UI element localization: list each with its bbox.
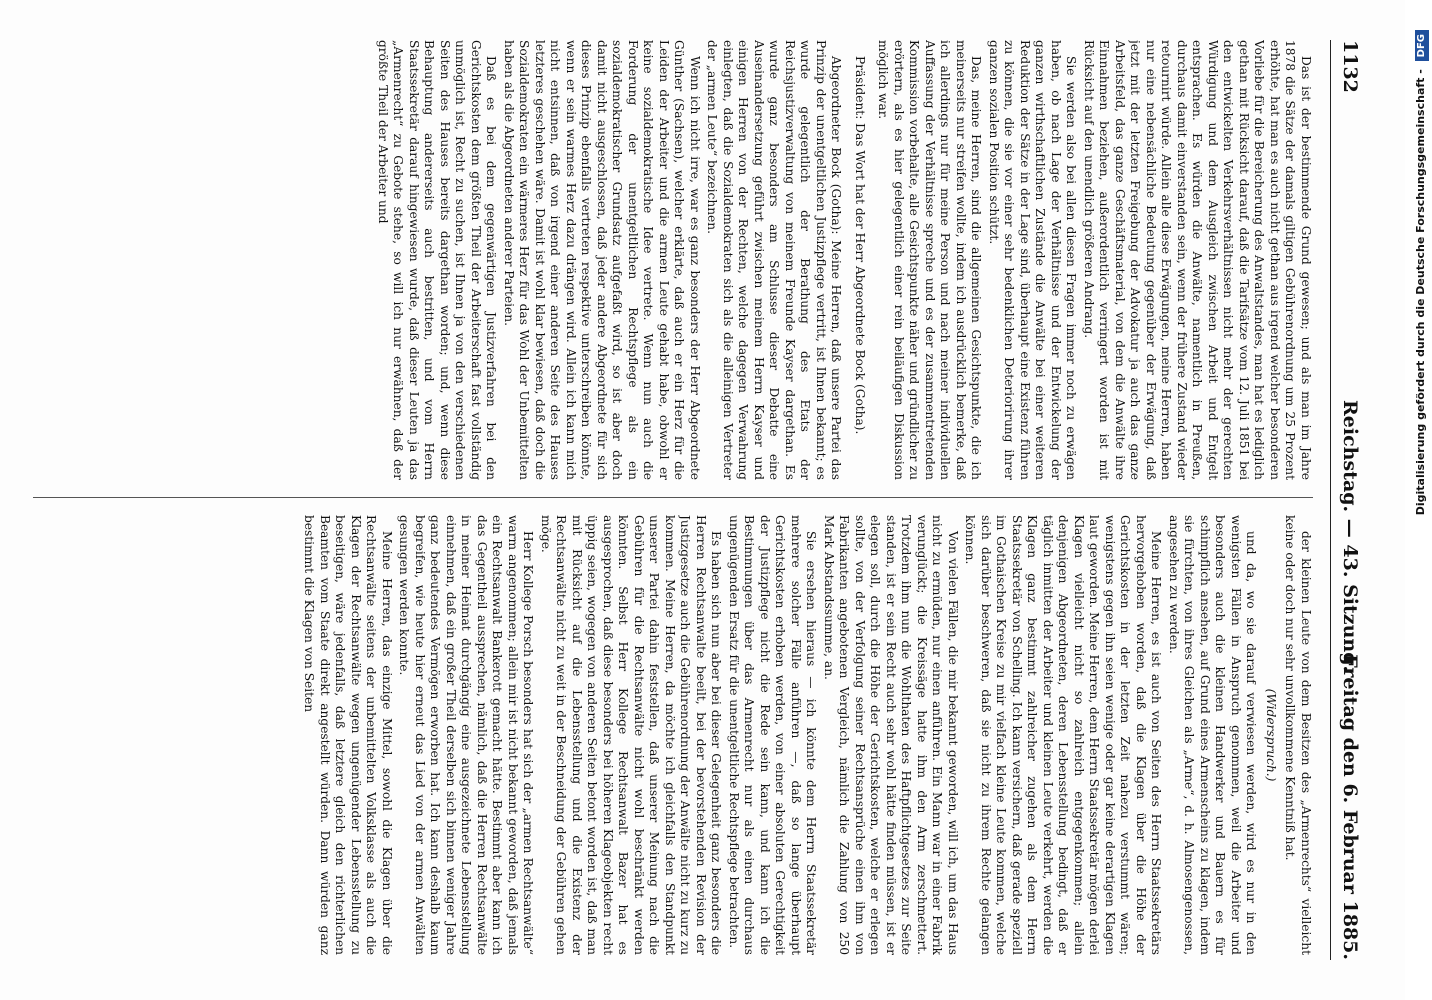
credit-text	[1410, 0, 1432, 1000]
paragraph: Das ist der bestimmende Grund gewesen; und als man im Jahre 1878 die Sätze der damals giltigen Gebührenordnung um 25 Prozent erhöhte, hat man es auch nicht gethan aus irgend welcher besonderen Vorliebe für die Bereicherung des Anwaltstandes, man hat es lediglich gethan mit Rücksicht darauf, daß die Tarifsätze vom 12. Juli 1851 bei den entwickelten Verkehrsverhältnissen nicht mehr der gerechten Würdigung und dem Ausgleich zwischen Arbeit und Entgelt entsprachen. Es würden die Anwälte, namentlich in Preußen, durchaus damit einverstanden sein, wenn der frühere Zustand wieder retournirt würde. Allein alle diese Erwägungen, meine Herren, haben nur eine nebensächliche Bedeutung gegenüber der Erwägung, daß jetzt mit der letzten Freigebung der Advokatur ja auch das ganze Arbeitsfeld, das ganze Geschäftsmaterial, von dem die Anwälte ihre Einnahmen beziehen, außerordentlich verringert worden ist mit Rücksicht auf den unendlich größeren Andrang.	[1082, 40, 1313, 480]
paragraph: Herr Kollege Porsch besonders hat sich der „armen Rechtsanwälte“ warm angenommen; allein mir ist nicht bekannt geworden, daß jemals ein Rechtsanwalt Bankerott gemacht hätte. Bestimmt aber kann ich das Gegentheil aussprechen, nämlich, daß die Herren Rechtsanwälte in meiner Heimat durchgängig eine ausgezeichnete Lebensstellung einnehmen, daß ein großer Theil derselben sich binnen weniger Jahre ganz bedeutendes Vermögen erworben hat. Ich kann deshalb kaum begreifen, wie heute hier erneut das Lied von der armen Anwälten gesungen werden konnte.	[397, 515, 536, 955]
dfg-logo: DFG	[1415, 30, 1429, 61]
paragraph: Abgeordneter Bock (Gotha): Meine Herren, daß unsere Partei das Prinzip der unentgeltlichen Justizpflege vertritt, ist Ihnen bekannt; es wurde gelegentlich der Berathung des Etats der Reichsjustizverwaltung von meinem Freunde Kayser dargethan. Es wurde ganz besonders am Schlusse dieser Debatte eine Auseinandersetzung geführt zwischen meinem Herrn Kayser und einigen Herren von der Rechten, welche dagegen Verwahrung einlegten, daß die Sozialdemokraten sich als die alleinigen Vertreter der „armen Leute“ bezeichnen.	[705, 40, 844, 480]
digitization-credit	[1410, 0, 1432, 1000]
interjection: (Widerspruch.)	[1264, 688, 1278, 782]
paragraph: Wenn ich nicht irre, war es ganz besonders der Herr Abgeordnete Günther (Sachsen), welcher erklärte, daß auch er ein Herz für die Leiden der Arbeiter und die armen Leute gehabt habe, obwohl er keine sozialdemokratische Idee vertrete. Wenn nun auch die Forderung der unentgeltlichen Rechtspflege als ein sozialdemokratischer Grundsatz aufgefaßt wird, so ist aber doch damit nicht ausgeschlossen, daß jeder andere Abgeordnete für sich dieses Prinzip ebenfalls vertreten respektive unterschreiben könnte, wenn er sein warmes Herz dazu drängen wird. Allein ich kann mich nicht entsinnen, daß von irgend einer anderen Seite des Hauses letzteres geschehen wäre. Damit ist wohl klar bewiesen, daß doch die Sozialdemokraten ein wärmeres Herz für das Wohl der Unbemittelten haben als die Abgeordneten anderer Parteien.	[502, 40, 702, 480]
page-header	[1330, 40, 1365, 960]
paragraph: und da, wo sie darauf verwiesen werden, wird es nur in den wenigsten Fällen in Anspruch genommen, weil die Arbeiter und besonders auch die kleinen Handwerker und Bauern es für schimpflich ansehen, auf Grund eines Armenscheins zu klagen, indem sie fürchten, von ihres Gleichen als „Arme“, d. h. Almosengenossen, angesehen zu werden.	[1167, 515, 1259, 955]
page-number: 1132	[1339, 40, 1361, 93]
right-column	[23, 515, 1313, 955]
session-date: Freitag den 6. Februar 1885.	[1339, 654, 1361, 960]
credit-label: Digitalisierung gefördert durch die Deutsche Forschungsgemeinschaft -	[1414, 69, 1427, 516]
column-divider	[33, 497, 1313, 498]
paragraph: Sie werden also bei allen diesen Fragen immer noch zu erwägen haben, ob nach Lage der Verhältnisse und der Entwickelung der ganzen wirthschaftlichen Zustände die Anwälte bei einer weiteren Reduktion der Sätze in der Lage sind, überhaupt eine Existenz führen zu können, die sie vor einer sehr bedenklichen Deteriorirung ihrer ganzen sozialen Position schützt.	[987, 40, 1079, 480]
session-title: Reichstag. — 43. Sitzung.	[1339, 400, 1361, 673]
paragraph: Es haben sich nun aber bei dieser Gelegenheit ganz besonders die Herren Rechtsanwalte beeilt, bei der bevorstehenden Revision der Justizgesetze auch die Gebührenordnung der Anwälte nicht zu kurz zu kommen. Meine Herren, da möchte ich gleichfalls den Standpunkt unserer Partei dahin feststellen, daß unserer Meinung nach die Gebühren für die Rechtsanwälte nicht wohl beschränkt werden könnten. Selbst Herr Kollege Rechtsanwalt Bazer hat es ausgesprochen, daß diese besonders bei höheren Klageobjekten recht üppig seien, wogegen von anderen Seiten betont worden ist, daß man mit Rücksicht auf die Lebensstellung und die Existenz der Rechtsanwälte nicht zu weit in der Beschneidung der Gebühren gehen möge.	[539, 515, 724, 955]
paragraph: Meine Herren, es ist auch von Seiten des Herrn Staatssekretärs hervorgehoben worden, daß die Klagen über die Höhe der Gerichtskosten in der letzten Zeit nahezu verstummt wären; wenigstens gegen ihn seien wenige oder gar keine derartigen Klagen laut geworden. Meine Herren, dem Herrn Staatssekretär mögen derlei Klagen vielleicht nicht so zahlreich entgegenkommen; allein denjenigen Abgeordneten, deren Lebensstellung bedingt, daß er täglich inmitten der Arbeiter und kleinen Leute verkehrt, werden die Klagen ganz bestimmt zahlreicher zugehen als dem Herrn Staatssekretär von Schelling. Ich kann versichern, daß gerade speziell im Gothaischen Kreise zu mir vielfach kleine Leute kommen, welche sich darüber beschweren, daß sie nicht zu ihrem Rechte gelangen können.	[963, 515, 1164, 955]
paragraph: Daß es bei dem gegenwärtigen Justizverfahren bei den Gerichtskosten dem größten Theil der Arbeiterschaft fast vollständig unmöglich ist, Recht zu suchen, ist Ihnen ja von den verschiedenen Seiten des Hauses bereits dargethan worden; und, wenn diese Behauptung andererseits auch bestritten, und vom Herrn Staatssekretär darauf hingewiesen wurde, daß dieser Leuten ja das „Armenrecht“ zu Gebote stehe, so will ich nur erwähnen, daß der größte Theil der Arbeiter und	[376, 40, 499, 480]
paragraph: Sie ersehen hieraus — ich könnte dem Herrn Staatssekretär mehrere solcher Fälle anführen —, daß so lange überhaupt Gerichtskosten erhoben werden, von einer absoluten Gerechtigkeit der Justizpflege nicht die Rede sein kann, und kann ich die Bestimmungen über das Armenrecht nur als einen durchaus ungenügenden Ersatz für die unentgeltliche Rechtspflege betrachten.	[727, 515, 819, 955]
paragraph: Meine Herren, das einzige Mittel, sowohl die Klagen über die Rechtsanwälte seitens der unbemittelten Volksklasse als auch die Klagen der Rechtsanwälte wegen ungenügender Lebensstellung zu beseitigen, wäre jedenfalls, daß letztere gleich den richterlichen Beamten vom Staate direkt angestellt würden. Dann würden ganz bestimmt die Klagen von Seiten	[302, 515, 394, 955]
speaker-line: Präsident: Das Wort hat der Herr Abgeordnete Bock (Gotha).	[853, 56, 867, 435]
left-column	[23, 40, 1313, 480]
paragraph: Von vielen Fällen, die mir bekannt geworden, will ich, um das Haus nicht zu ermüden, nur einen anführen. Ein Mann war in einer Fabrik verunglückt; die Kreissäge hatte ihm den Arm zerschmettert. Trotzdem ihm nun die Wohlthaten des Haftpflichtgesetzes zur Seite standen, ist er sein Recht auch sehr wohl hätte finden müssen, ist er elegen soll, durch die Höhe der Gerichtskosten, welche er erlegen sollte, von der Verfolgung seiner Rechtsansprüche einen ihm von Fabrikanten angebotenen Vergleich, nämlich die Zahlung von 250 Mark Abstandssumme, an.	[822, 515, 960, 955]
paragraph: der kleinen Leute von dem Besitzen des „Armenrechts“ vielleicht keine oder doch nur sehr unvollkommene Kenntniß hat.	[1283, 515, 1313, 955]
paragraph: Das, meine Herren, sind die allgemeinen Gesichtspunkte, die ich meinerseits nur streifen wollte, indem ich ausdrücklich bemerke, daß ich allerdings nur für meine Person und nach meiner individuellen Auffassung der Verhältnisse spreche und es der zusammentretenden Kommission vorbehalte, alle Gesichtspunkte näher und gründlicher zu erörtern, als es hier gelegentlich einer rein beiläufigen Diskussion möglich war.	[876, 40, 984, 480]
